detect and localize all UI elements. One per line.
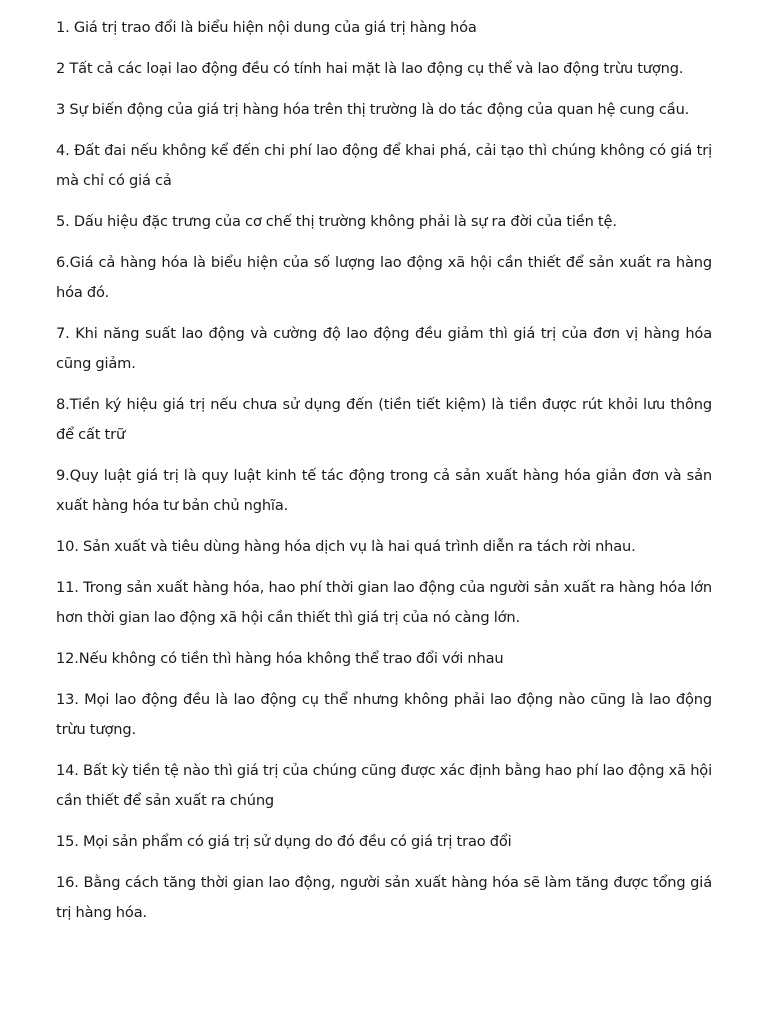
statement-1: 1. Giá trị trao đổi là biểu hiện nội dung của giá trị hàng hóa (56, 19, 477, 36)
statement-5: 5. Dấu hiệu đặc trưng của cơ chế thị trường không phải là sự ra đời của tiền tệ. (56, 213, 617, 230)
statement-12: 12.Nếu không có tiền thì hàng hóa không thể trao đổi với nhau (56, 650, 504, 667)
statement-6: 6.Giá cả hàng hóa là biểu hiện của số lượng lao động xã hội cần thiết để sản xuất ra hàng hóa đó. (56, 254, 712, 301)
statement-3: 3 Sự biến động của giá trị hàng hóa trên thị trường là do tác động của quan hệ cung cầu. (56, 101, 690, 118)
statement-4: 4. Đất đai nếu không kể đến chi phí lao động để khai phá, cải tạo thì chúng không có giá trị mà chỉ có giá cả (56, 142, 712, 189)
statement-15: 15. Mọi sản phẩm có giá trị sử dụng do đó đều có giá trị trao đổi (56, 833, 512, 850)
statement-11: 11. Trong sản xuất hàng hóa, hao phí thời gian lao động của người sản xuất ra hàng hóa lớn hơn thời gian lao động xã hội cần thiết thì giá trị của nó càng lớn. (56, 579, 712, 626)
statement-2: 2 Tất cả các loại lao động đều có tính hai mặt là lao động cụ thể và lao động trừu tượng. (56, 60, 684, 77)
statement-16: 16. Bằng cách tăng thời gian lao động, người sản xuất hàng hóa sẽ làm tăng được tổng giá trị hàng hóa. (56, 874, 712, 921)
statement-10: 10. Sản xuất và tiêu dùng hàng hóa dịch vụ là hai quá trình diễn ra tách rời nhau. (56, 538, 636, 555)
statement-7: 7. Khi năng suất lao động và cường độ lao động đều giảm thì giá trị của đơn vị hàng hóa cũng giảm. (56, 325, 712, 372)
statement-14: 14. Bất kỳ tiền tệ nào thì giá trị của chúng cũng được xác định bằng hao phí lao động xã hội cần thiết để sản xuất ra chúng (56, 762, 712, 809)
statement-13: 13. Mọi lao động đều là lao động cụ thể nhưng không phải lao động nào cũng là lao động trừu tượng. (56, 691, 712, 738)
statement-8: 8.Tiền ký hiệu giá trị nếu chưa sử dụng đến (tiền tiết kiệm) là tiền được rút khỏi lưu thông để cất trữ (56, 396, 712, 443)
statement-9: 9.Quy luật giá trị là quy luật kinh tế tác động trong cả sản xuất hàng hóa giản đơn và sản xuất hàng hóa tư bản chủ nghĩa. (56, 467, 712, 514)
